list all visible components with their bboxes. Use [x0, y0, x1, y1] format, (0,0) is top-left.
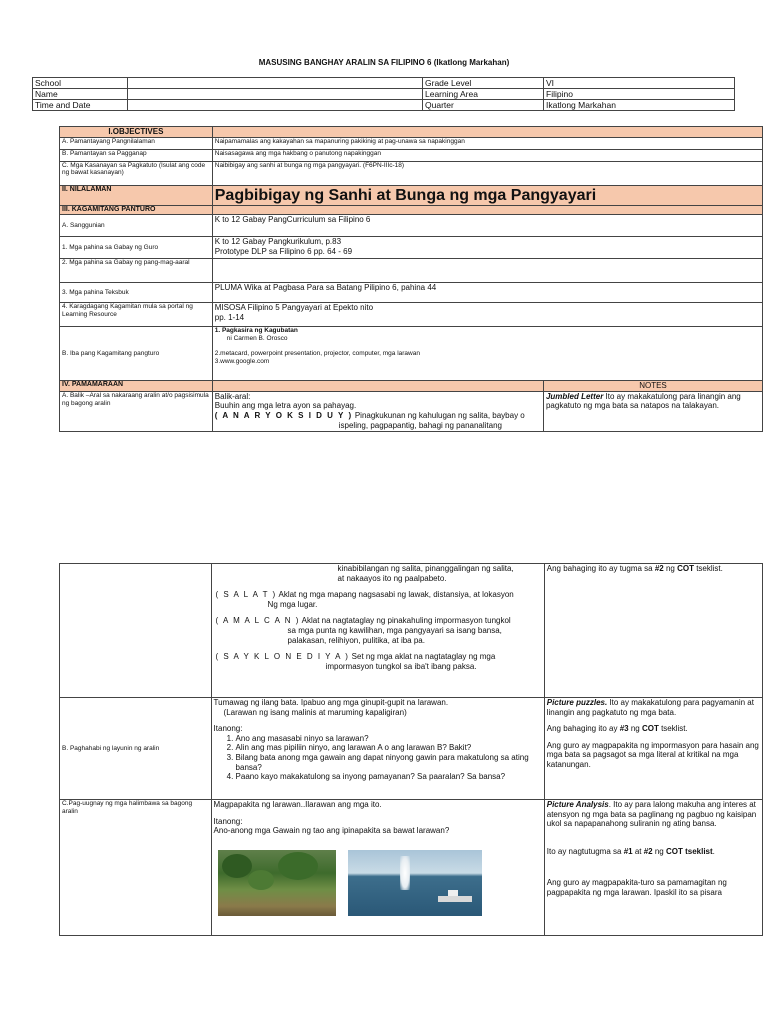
quarter-value: Ikatlong Markahan: [544, 100, 735, 111]
objective-row: [60, 137, 763, 149]
note-text: .: [712, 846, 715, 856]
balik-aral-cont-row: [60, 564, 763, 698]
itanong-label: Itanong:: [213, 816, 243, 826]
nilalaman-header: II. NILALAMAN: [60, 185, 213, 205]
pag-uugnay-line: Ano-anong mga Gawain ng tao ang ipinapakita sa bawat larawan?: [213, 826, 450, 836]
objective-row: [60, 161, 763, 185]
pamamaraan-header-row: [60, 381, 763, 392]
gabay-guro-row: [60, 237, 763, 259]
kagamitan-header-row: [60, 205, 763, 214]
gabay-mag-aaral-label: 2. Mga pahina sa Gabay ng pang-mag-aaral: [60, 259, 213, 283]
quarter-label: Quarter: [423, 100, 544, 111]
objective-label: A. Pamantayang Pangnilalaman: [60, 137, 213, 149]
balik-aral-line: [215, 411, 541, 421]
nilalaman-value: Pagbibigay ng Sanhi at Bunga ng mga Pangyayari: [212, 185, 762, 205]
gabay-guro-line: Prototype DLP sa Filipino 6 pp. 64 - 69: [214, 246, 353, 256]
balik-aral-label: A. Balik –Aral sa nakaraang aralin at/o pagsisimula ng bagong aralin: [60, 391, 213, 431]
note-text: ng: [628, 724, 642, 734]
gabay-guro-label: 1. Mga pahina sa Gabay ng Guro: [60, 237, 213, 259]
question-list: [214, 734, 542, 782]
balik-aral-line: Balik-aral:: [214, 391, 251, 401]
sanggunian-row: [60, 215, 763, 237]
sanggunian-value: K to 12 Gabay PangCurriculum sa Filipino 6: [212, 215, 762, 237]
jumbled-word: ( S A Y K L O N E D I Y A ): [215, 652, 350, 662]
note-title: Picture puzzles.: [546, 698, 608, 707]
balik-aral-cont-label: [60, 564, 212, 698]
balik-aral-cont-notes: [544, 564, 762, 698]
lesson-plan-table-page2: [59, 563, 763, 936]
note-title: Jumbled Letter: [545, 391, 604, 401]
question-item: 2. Alin ang mas pipiliin ninyo, ang larawan A o ang larawan B? Bakit?: [236, 743, 542, 753]
paghahabi-line: (Larawan ng isang malinis at maruming kapaligiran): [223, 707, 407, 717]
iba-pang-line: 3.www.google.com: [214, 357, 270, 365]
cont-line: impormasyon tungkol sa iba't ibang paksa.: [325, 661, 477, 671]
note-text: Ang guro ay magpapakita ng impormasyon para hasain ang mga bata sa pagsagot sa mga literal at kritikal na mga katanungan.: [546, 740, 759, 769]
question-item: 4. Paano kayo makakatulong sa inyong pamayanan? Sa paaralan? Sa bansa?: [236, 772, 542, 782]
note-number: #1: [623, 846, 633, 856]
iba-pang-row: [60, 327, 763, 381]
paghahabi-row: [60, 698, 763, 800]
note-text: ng: [652, 846, 666, 856]
note-text: Ito ay makakatulong para pagyamanin at linangin ang pagkatuto ng mga bata.: [546, 698, 754, 717]
pag-uugnay-content: [211, 800, 544, 936]
note-text: Ito ay makakatulong para linangin ang pagkatuto ng mga bata sa natapos na talakayan.: [545, 391, 741, 411]
itanong-label: Itanong:: [213, 724, 243, 734]
note-text: tseklist.: [658, 724, 688, 734]
gabay-guro-line: K to 12 Gabay Pangkurikulum, p.83: [214, 237, 342, 247]
pag-uugnay-line: Magpapakita ng larawan..Ilarawan ang mga ito.: [213, 800, 382, 809]
paghahabi-line: Tumawag ng ilang bata. Ipabuo ang mga ginupit-gupit na larawan.: [213, 698, 449, 707]
gabay-guro-value: [212, 237, 762, 259]
paghahabi-content: [211, 698, 544, 800]
balik-aral-notes: [543, 391, 762, 431]
karagdagang-row: [60, 303, 763, 327]
question-item: 3. Bilang bata anong mga gawain ang dapat ninyong gawin para makatulong sa ating bansa?: [236, 753, 542, 772]
teksbuk-label: 3. Mga pahina Teksbuk: [60, 283, 213, 303]
learning-area-label: Learning Area: [423, 89, 544, 100]
cont-line: Ng mga lugar.: [267, 599, 318, 609]
note-text: tseklist.: [693, 564, 723, 573]
pag-uugnay-row: [60, 800, 763, 936]
lesson-plan-table-page1: [59, 126, 763, 432]
info-row-name: [33, 89, 735, 100]
note-text: Ito ay nagtutugma sa: [546, 846, 624, 856]
teksbuk-row: [60, 283, 763, 303]
objective-row: [60, 149, 763, 161]
note-cot: COT: [677, 564, 694, 573]
balik-aral-row: [60, 391, 763, 431]
pamamaraan-header-fill: [212, 381, 543, 392]
kagamitan-header: III. KAGAMITANG PANTURO: [60, 205, 213, 214]
iba-pang-line: ni Carmen B. Orosco: [226, 334, 288, 342]
objectives-header-row: [60, 127, 763, 138]
time-date-value: [128, 100, 423, 111]
teksbuk-value: PLUMA Wika at Pagbasa Para sa Batang Pilipino 6, pahina 44: [212, 283, 762, 303]
grade-level-label: Grade Level: [423, 78, 544, 89]
pag-uugnay-notes: [544, 800, 762, 936]
question-item: 1. Ano ang masasabi ninyo sa larawan?: [236, 734, 542, 744]
note-number: #2: [654, 564, 664, 573]
objective-label: B. Pamantayan sa Pagganap: [60, 149, 213, 161]
cont-line: kinabibilangan ng salita, pinanggalingan ng salita,: [337, 564, 514, 573]
iba-pang-line: 2.metacard, powerpoint presentation, projector, computer, mga larawan: [214, 349, 420, 357]
grade-level-value: VI: [544, 78, 735, 89]
objectives-header: I.OBJECTIVES: [60, 127, 213, 138]
info-row-time: [33, 100, 735, 111]
balik-aral-content: [212, 391, 543, 431]
note-text: Ang bahaging ito ay: [546, 724, 620, 734]
forest-logging-image: [218, 850, 336, 916]
kagamitan-header-fill: [212, 205, 762, 214]
learning-area-value: Filipino: [544, 89, 735, 100]
name-label: Name: [33, 89, 128, 100]
gabay-mag-aaral-value: [212, 259, 762, 283]
jumbled-definition: Aklat na nagtataglay ng pinakahuling impormasyon tungkol: [301, 616, 511, 626]
encyclopedia-line: [214, 652, 542, 662]
note-text: Ang bahaging ito ay tugma sa: [546, 564, 655, 573]
time-date-label: Time and Date: [33, 100, 128, 111]
salat-line: [214, 590, 542, 600]
note-number: #3: [619, 724, 629, 734]
jumbled-word: ( A M A L C A N ): [215, 616, 300, 626]
document-title: MASUSING BANGHAY ARALIN SA FILIPINO 6 (Ikatlong Markahan): [258, 58, 510, 67]
paghahabi-notes: [544, 698, 762, 800]
jumbled-word: ( S A L A T ): [215, 590, 277, 600]
school-value: [128, 78, 423, 89]
info-table: [32, 77, 735, 111]
sanggunian-label: A. Sanggunian: [60, 215, 213, 237]
note-title: Picture Analysis: [546, 800, 609, 809]
objective-value: Naipamamalas ang kakayahan sa mapanuring pakikinig at pag-unawa sa napakinggan: [212, 137, 762, 149]
nilalaman-row: [60, 185, 763, 205]
karagdagang-value: [212, 303, 762, 327]
gabay-mag-aaral-row: [60, 259, 763, 283]
iba-pang-value: [212, 327, 762, 381]
objective-value: Naisasagawa ang mga hakbang o panutong napakinggan: [212, 149, 762, 161]
info-row-school: [33, 78, 735, 89]
jumbled-definition: Aklat ng mga mapang nagsasabi ng lawak, distansiya, at lokasyon: [278, 590, 514, 600]
balik-aral-line: Buuhin ang mga letra ayon sa pahayag.: [214, 401, 357, 411]
jumbled-definition: Pinagkukunan ng kahulugan ng salita, baybay o: [354, 410, 525, 420]
karagdagang-line: pp. 1-14: [214, 312, 245, 322]
objectives-header-fill: [212, 127, 762, 138]
note-text: . Ito ay para lalong makuha ang interes at atensyon ng mga bata sa paglinang ng pagbuo ng kaisipan ukol sa napapanahong suliranin ng ating bansa.: [546, 800, 757, 829]
notes-header: NOTES: [543, 381, 762, 392]
picture-row: [218, 850, 542, 916]
jumbled-definition: Set ng mga aklat na nagtataglay ng mga: [351, 652, 496, 662]
cont-line: palakasan, relihiyon, pulitika, at iba pa.: [287, 635, 425, 645]
note-text: Ang guro ay magpapakita-turo sa pamamagitan ng pagpapakita ng mga larawan. Ipaskil ito sa pisara: [546, 878, 727, 897]
pamamaraan-header: IV. PAMAMARAAN: [60, 381, 213, 392]
paghahabi-label: B. Paghahabi ng layunin ng aralin: [60, 698, 212, 800]
note-text: ng: [663, 564, 678, 573]
note-cot: COT tseklist: [665, 846, 713, 856]
karagdagang-label: 4. Karagdagang Kagamitan mula sa portal ng Learning Resource: [60, 303, 213, 327]
note-number: #2: [643, 846, 653, 856]
name-value: [128, 89, 423, 100]
almanac-line: [214, 616, 542, 626]
jumbled-word: ( A N A R Y O K S I D U Y ): [214, 410, 353, 420]
karagdagang-line: MISOSA Filipino 5 Pangyayari at Epekto nito: [214, 303, 374, 313]
note-text: at: [632, 846, 644, 856]
pag-uugnay-label: C.Pag-uugnay ng mga halimbawa sa bagong aralin: [60, 800, 212, 936]
school-label: School: [33, 78, 128, 89]
balik-aral-cont-content: [211, 564, 544, 698]
iba-pang-line: 1. Pagkasira ng Kagubatan: [214, 327, 298, 335]
objective-value: Naibibigay ang sanhi at bunga ng mga pangyayari. (F6PN-IIIc-18): [212, 161, 762, 185]
sea-blast-fishing-image: [348, 850, 482, 916]
objective-label: C. Mga Kasanayan sa Pagkatuto (Isulat ang code ng bawat kasanayan): [60, 161, 213, 185]
note-cot: COT: [641, 724, 659, 734]
iba-pang-label: B. Iba pang Kagamitang pangturo: [60, 327, 213, 381]
jumbled-definition-cont: ispeling, pagpapantig, bahagi ng pananalitang: [338, 420, 502, 430]
cont-line: at nakaayos ito ng paalpabeto.: [337, 573, 447, 583]
cont-line: sa mga punta ng kawilihan, mga pangyayari sa isang bansa,: [287, 625, 502, 635]
